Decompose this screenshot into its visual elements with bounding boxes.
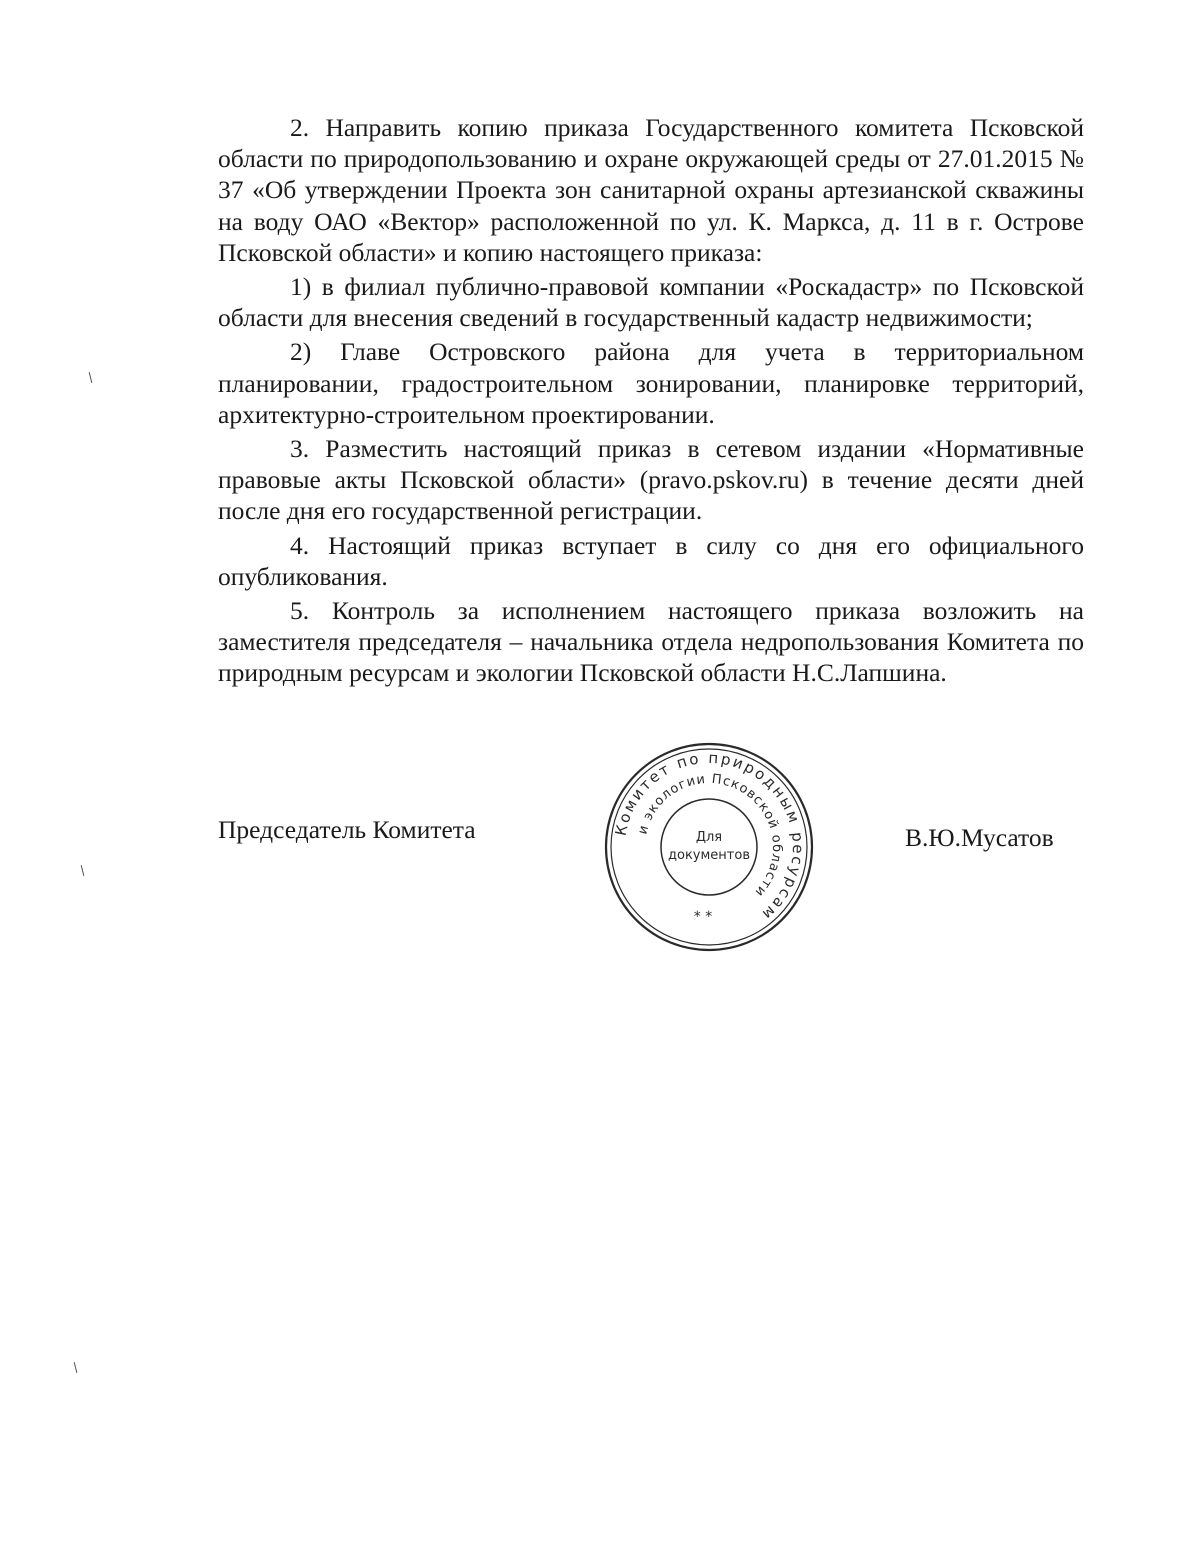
signatory-name: В.Ю.Мусатов xyxy=(905,823,1054,852)
official-stamp xyxy=(603,741,815,953)
stamp-stars: * * xyxy=(693,909,713,925)
margin-mark xyxy=(89,372,93,383)
signatory-title: Председатель Комитета xyxy=(218,815,476,844)
document-body xyxy=(218,112,1084,692)
paragraph-4: 4. Настоящий приказ вступает в силу со дня его официального опубликования. xyxy=(218,530,1084,591)
stamp-inner-text: и экологии Псковской области xyxy=(635,771,785,900)
stamp-outer-text: Комитет по природным ресурсам xyxy=(611,748,808,925)
margin-mark xyxy=(74,1362,78,1373)
paragraph-2: 2. Направить копию приказа Государственного комитета Псковской области по природопользованию и охране окружающей среды от 27.01.2015 № 37 «Об утверждении Проекта зон санитарной охраны артезианской скважины на воду ОАО «Вектор» расположенной по ул. К. Маркса, д. 11 в г. Острове Псковской области» и копию настоящего приказа: xyxy=(218,113,1084,267)
paragraph-2-2: 2) Главе Островского района для учета в территориальном планировании, градостроительном зонировании, планировке территорий, архитектурно-строительном проектировании. xyxy=(218,337,1084,429)
paragraph-5: 5. Контроль за исполнением настоящего приказа возложить на заместителя председателя – начальника отдела недропользования Комитета по природным ресурсам и экологии Псковской области Н.С.Лапшина. xyxy=(218,596,1084,688)
paragraph-3: 3. Разместить настоящий приказ в сетевом издании «Нормативные правовые акты Псковской области» (pravo.pskov.ru) в течение десяти дней после дня его государственной регистрации. xyxy=(218,434,1084,526)
stamp-center-line1: Для xyxy=(695,830,723,845)
paragraph-2-1: 1) в филиал публично-правовой компании «Роскадастр» по Псковской области для внесения сведений в государственный кадастр недвижимости; xyxy=(218,272,1084,333)
stamp-center-line2: документов xyxy=(668,848,750,863)
margin-mark xyxy=(81,865,85,876)
